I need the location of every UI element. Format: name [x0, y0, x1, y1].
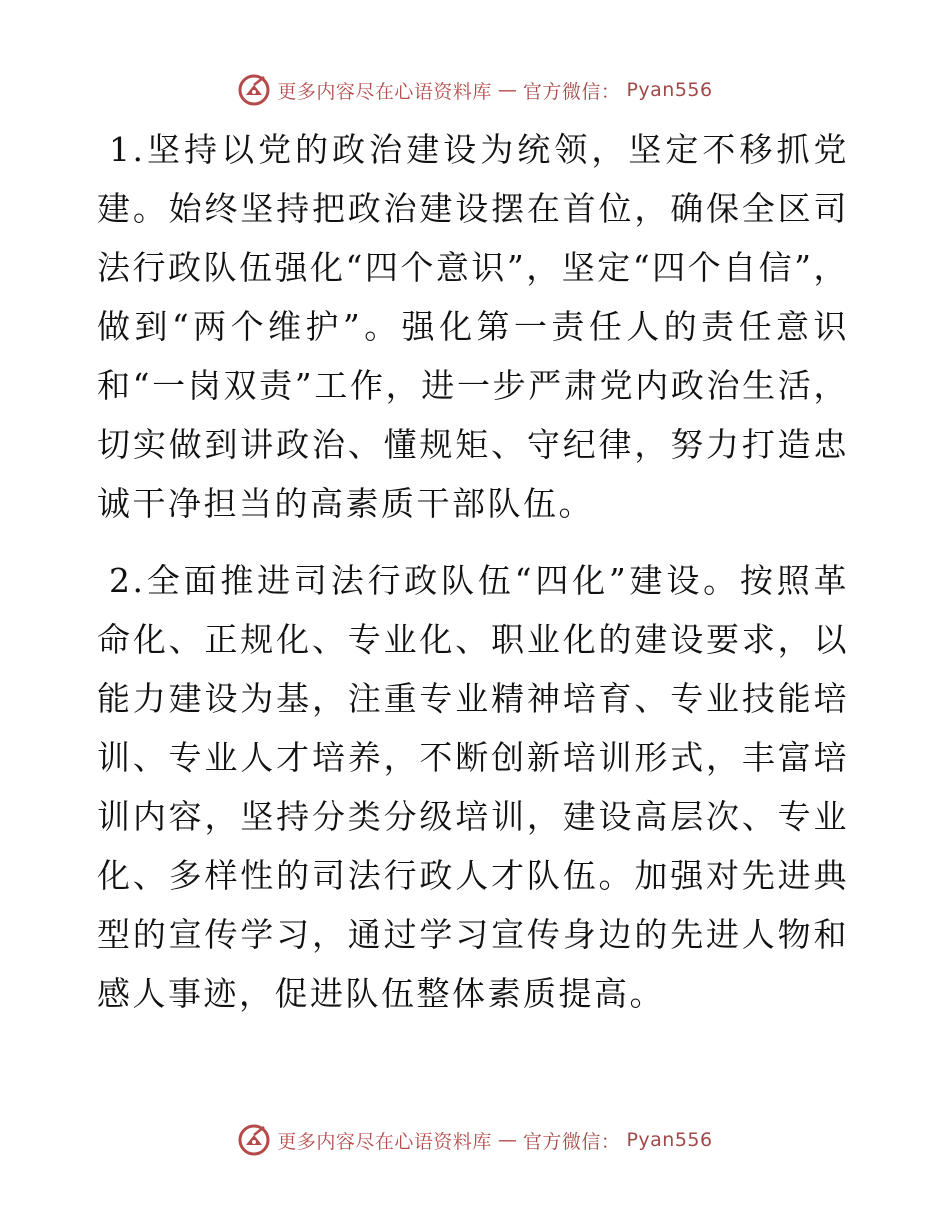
header-watermark: [0, 72, 950, 108]
watermark-handle: Pyan556: [626, 1129, 713, 1151]
paragraph-1-text: 坚持以党的政治建设为统领，坚定不移抓党建。始终坚持把政治建设摆在首位，确保全区司法行政队伍强化“四个意识”，坚定“四个自信”，做到“两个维护”。强化第一责任人的责任意识和“一岗双责”工作，进一步严肃党内政治生活，切实做到讲政治、懂规矩、守纪律，努力打造忠诚干净担当的高素质干部队伍。: [97, 130, 849, 523]
book-feather-logo-icon: [237, 73, 271, 107]
paragraph-1-number: 1.: [109, 130, 146, 169]
watermark-suffix: 官方微信：: [522, 80, 621, 103]
watermark-handle: Pyan556: [626, 79, 713, 101]
book-feather-logo-icon: [237, 1123, 271, 1157]
watermark-separator: —: [497, 1129, 517, 1151]
paragraph-2-text: 全面推进司法行政队伍“四化”建设。按照革命化、正规化、专业化、职业化的建设要求，以能力建设为基，注重专业精神培育、专业技能培训、专业人才培养，不断创新培训形式，丰富培训内容，坚持分类分级培训，建设高层次、专业化、多样性的司法行政人才队伍。加强对先进典型的宣传学习，通过学习宣传身边的先进人物和感人事迹，促进队伍整体素质提高。: [97, 561, 849, 1013]
document-body: [97, 120, 849, 1023]
paragraph-2: [97, 551, 849, 1023]
watermark-separator: —: [497, 79, 517, 101]
footer-watermark: [0, 1122, 950, 1158]
paragraph-2-number: 2.: [109, 561, 146, 600]
watermark-suffix: 官方微信：: [522, 1130, 621, 1153]
watermark-text: 更多内容尽在心语资料库: [277, 1130, 492, 1153]
paragraph-1: [97, 120, 849, 533]
watermark-text: 更多内容尽在心语资料库: [277, 80, 492, 103]
